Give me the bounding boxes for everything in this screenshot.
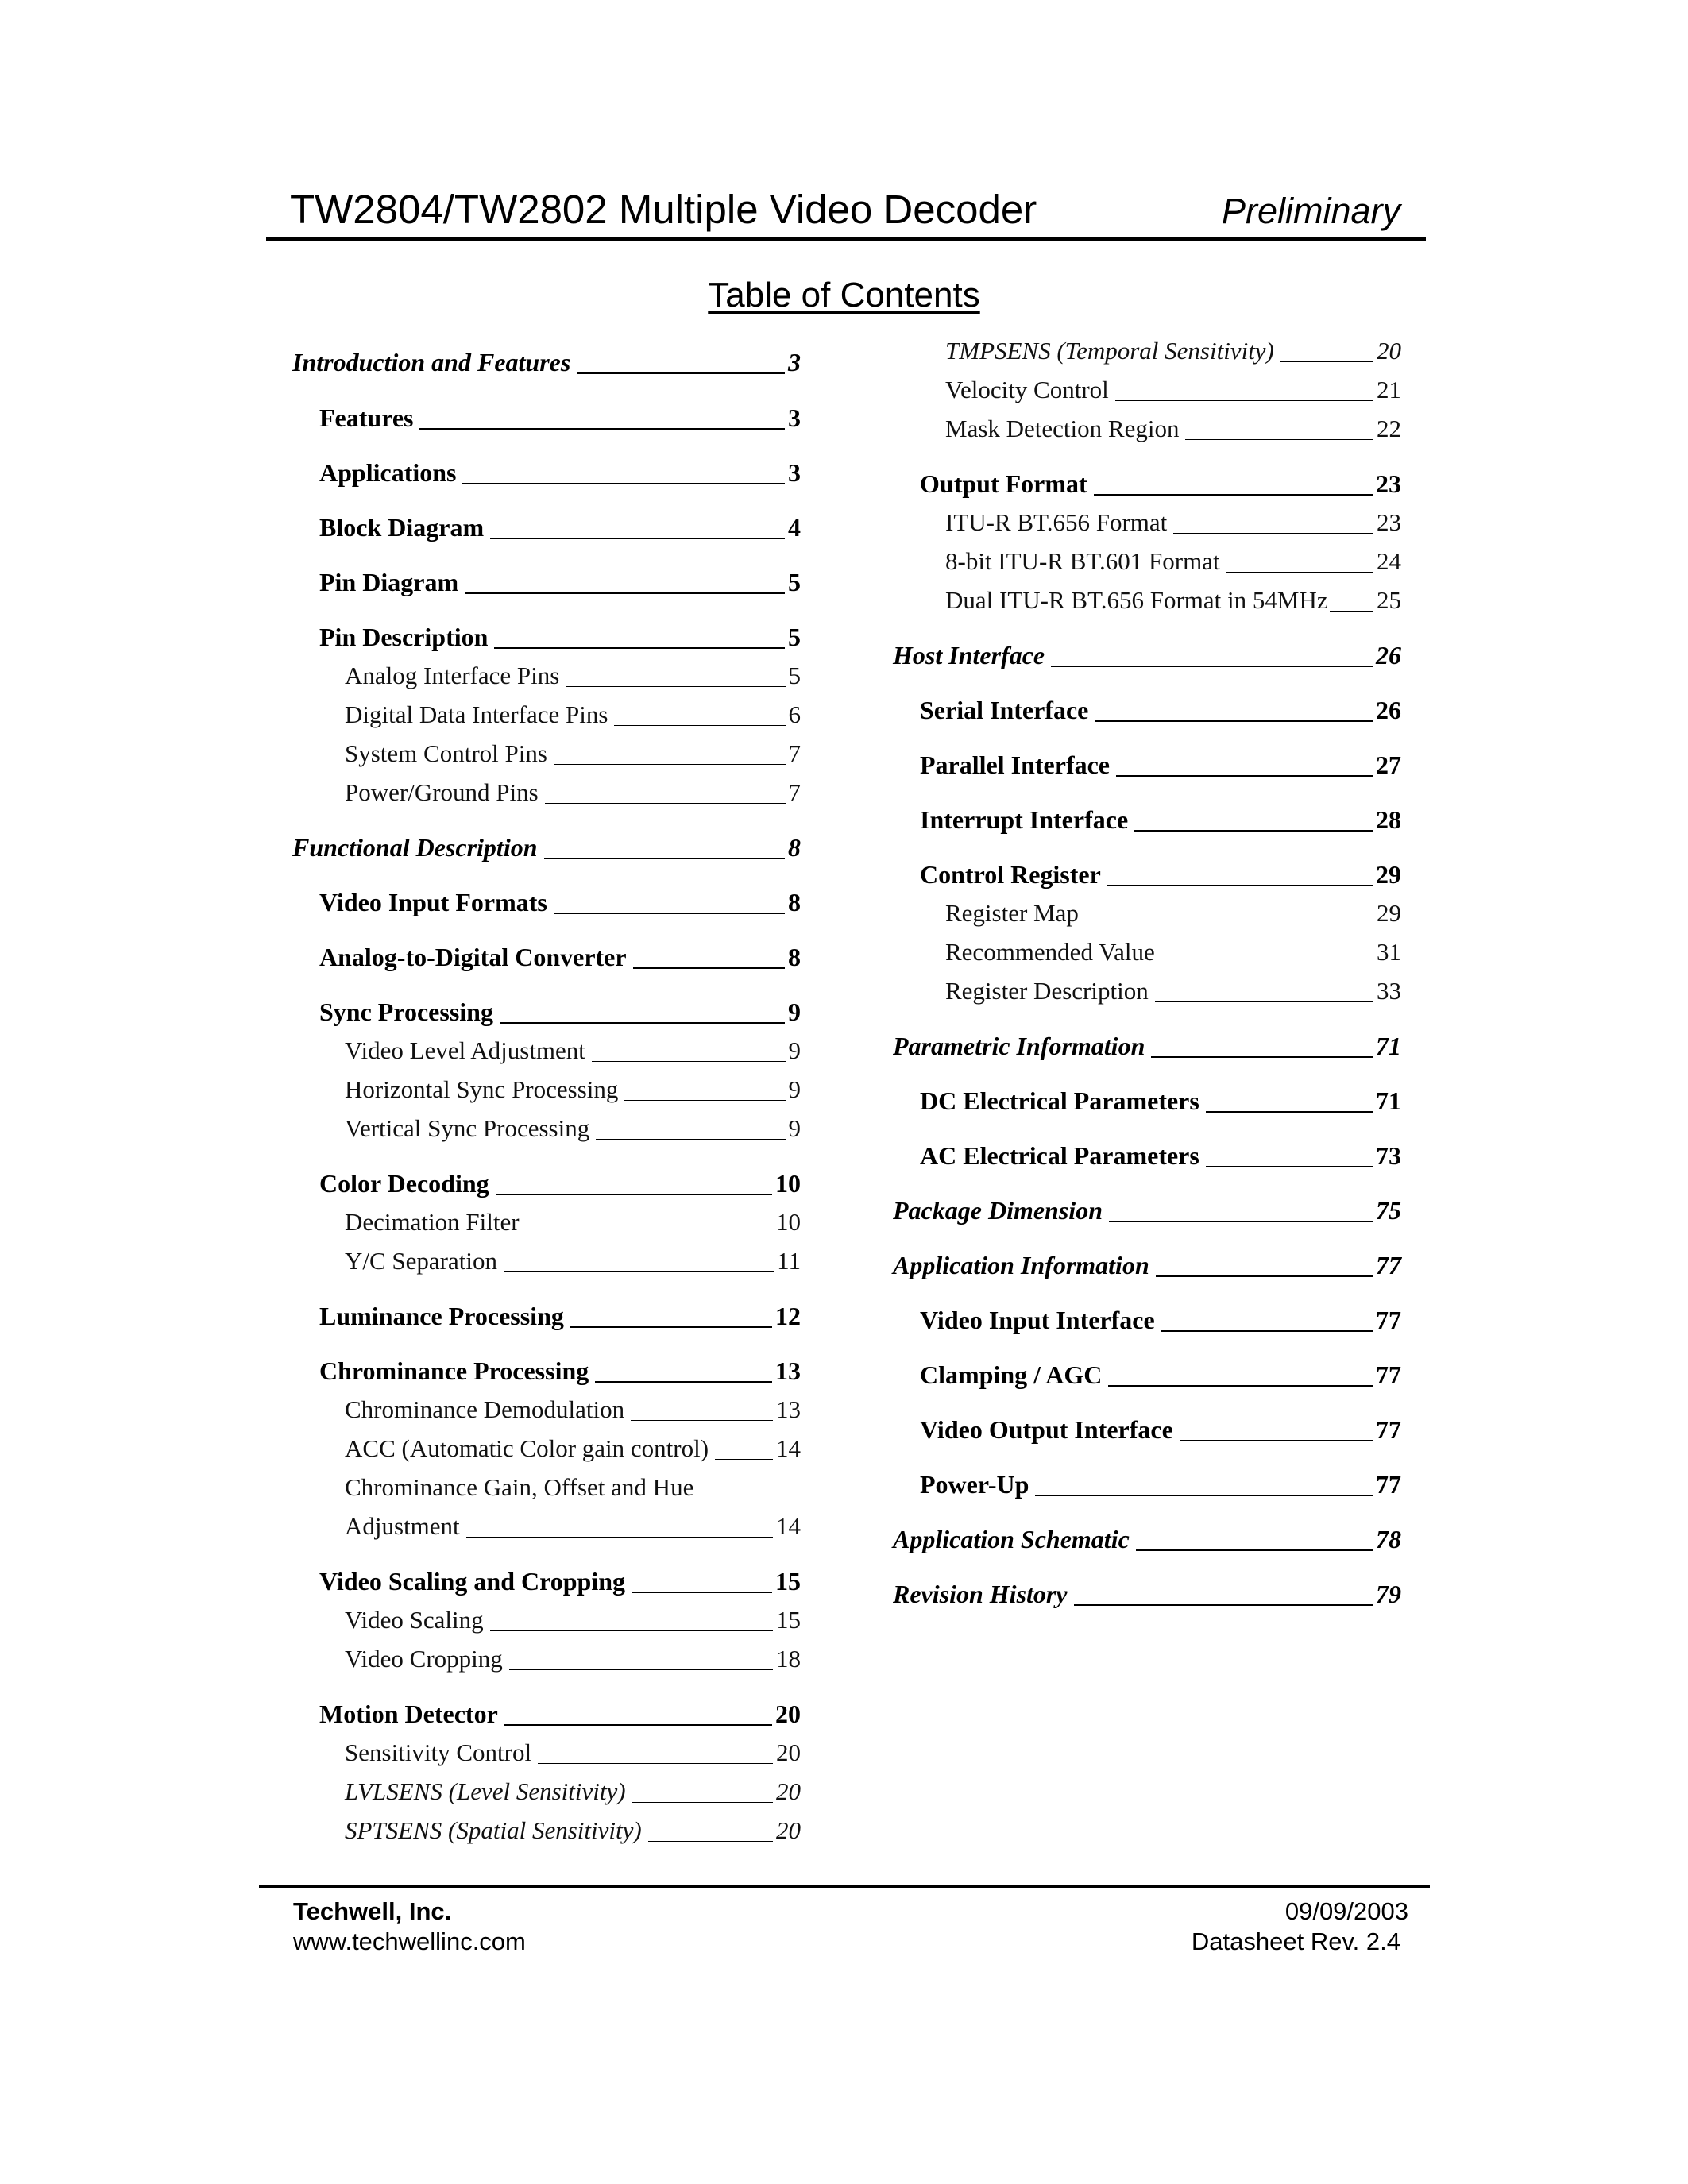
toc-entry[interactable]: Video Input Interface 77	[920, 1306, 1401, 1334]
toc-entry[interactable]: Interrupt Interface 28	[920, 805, 1401, 834]
toc-entry[interactable]: Sensitivity Control 20	[345, 1738, 801, 1766]
toc-entry[interactable]: Chrominance Gain, Offset and Hue Adjustment 14	[345, 1473, 801, 1540]
toc-entry[interactable]: Vertical Sync Processing 9	[345, 1114, 801, 1142]
toc-entry[interactable]: AC Electrical Parameters 73	[920, 1141, 1401, 1170]
toc-entry[interactable]: Mask Detection Region 22	[945, 415, 1401, 442]
toc-entry[interactable]: Serial Interface 26	[920, 696, 1401, 724]
toc-entry[interactable]: Host Interface 26	[893, 641, 1401, 669]
toc-entry[interactable]: Control Register 29	[920, 860, 1401, 889]
toc-entry[interactable]: Pin Description 5	[319, 623, 801, 651]
toc-entry[interactable]: Decimation Filter 10	[345, 1208, 801, 1236]
footer-company: Techwell, Inc.	[293, 1897, 452, 1925]
document-title: TW2804/TW2802 Multiple Video Decoder	[290, 187, 1037, 232]
toc-heading-text: Table of Contents	[708, 276, 980, 314]
toc-entry[interactable]: ACC (Automatic Color gain control) 14	[345, 1434, 801, 1462]
toc-entry[interactable]: Analog-to-Digital Converter 8	[319, 943, 801, 971]
toc-entry[interactable]: Application Schematic 78	[893, 1525, 1401, 1553]
toc-entry[interactable]: Digital Data Interface Pins 6	[345, 700, 801, 728]
toc-entry[interactable]: Pin Diagram 5	[319, 568, 801, 596]
header-divider	[266, 237, 1426, 241]
toc-entry[interactable]: Applications 3	[319, 458, 801, 487]
toc-entry[interactable]: SPTSENS (Spatial Sensitivity) 20	[345, 1816, 801, 1844]
toc-entry[interactable]: Video Cropping 18	[345, 1645, 801, 1673]
toc-entry[interactable]: Power-Up 77	[920, 1470, 1401, 1499]
toc-entry[interactable]: Velocity Control 21	[945, 376, 1401, 403]
toc-entry[interactable]: Functional Description 8	[292, 833, 801, 862]
toc-entry[interactable]: TMPSENS (Temporal Sensitivity) 20	[945, 337, 1401, 365]
document-status: Preliminary	[1221, 191, 1400, 231]
toc-entry[interactable]: Register Map 29	[945, 899, 1401, 927]
toc-entry[interactable]: Recommended Value 31	[945, 938, 1401, 966]
toc-entry[interactable]: Motion Detector 20	[319, 1700, 801, 1728]
toc-entry[interactable]: DC Electrical Parameters 71	[920, 1086, 1401, 1115]
toc-entry[interactable]: 8-bit ITU-R BT.601 Format 24	[945, 547, 1401, 575]
footer-revision: Datasheet Rev. 2.4	[1191, 1927, 1400, 1955]
toc-entry[interactable]: Video Scaling and Cropping 15	[319, 1567, 801, 1596]
toc-entry[interactable]: Sync Processing 9	[319, 997, 801, 1026]
toc-entry[interactable]: Chrominance Demodulation 13	[345, 1395, 801, 1423]
toc-entry[interactable]: Parallel Interface 27	[920, 751, 1401, 779]
toc-entry[interactable]: Introduction and Features 3	[292, 348, 801, 376]
toc-entry[interactable]: ITU-R BT.656 Format 23	[945, 508, 1401, 536]
toc-entry[interactable]: Horizontal Sync Processing 9	[345, 1075, 801, 1103]
toc-entry[interactable]: Video Input Formats 8	[319, 888, 801, 916]
toc-entry[interactable]: Clamping / AGC 77	[920, 1360, 1401, 1389]
toc-entry[interactable]: Parametric Information 71	[893, 1032, 1401, 1060]
toc-entry[interactable]: Video Level Adjustment 9	[345, 1036, 801, 1064]
toc-entry[interactable]: Block Diagram 4	[319, 513, 801, 542]
toc-entry[interactable]: LVLSENS (Level Sensitivity) 20	[345, 1777, 801, 1805]
toc-heading	[0, 273, 1688, 318]
toc-entry[interactable]: Features 3	[319, 403, 801, 432]
toc-entry[interactable]: Luminance Processing 12	[319, 1302, 801, 1330]
footer-date: 09/09/2003	[1284, 1897, 1408, 1925]
footer-divider	[259, 1885, 1430, 1888]
toc-entry[interactable]: Revision History 79	[893, 1580, 1401, 1608]
toc-entry[interactable]: System Control Pins 7	[345, 739, 801, 767]
toc-entry[interactable]: Video Scaling 15	[345, 1606, 801, 1634]
toc-entry[interactable]: Output Format 23	[920, 469, 1401, 498]
toc-entry[interactable]: Package Dimension 75	[893, 1196, 1401, 1225]
toc-entry[interactable]: Analog Interface Pins 5	[345, 662, 801, 689]
toc-entry[interactable]: Y/C Separation 11	[345, 1247, 801, 1275]
toc-entry[interactable]: Power/Ground Pins 7	[345, 778, 801, 806]
toc-entry[interactable]: Dual ITU-R BT.656 Format in 54MHz 25	[945, 586, 1401, 614]
toc-entry[interactable]: Register Description 33	[945, 977, 1401, 1005]
footer-website-link[interactable]: www.techwellinc.com	[293, 1927, 526, 1955]
toc-entry[interactable]: Video Output Interface 77	[920, 1415, 1401, 1444]
toc-entry[interactable]: Chrominance Processing 13	[319, 1356, 801, 1385]
toc-entry[interactable]: Application Information 77	[893, 1251, 1401, 1279]
toc-entry[interactable]: Color Decoding 10	[319, 1169, 801, 1198]
